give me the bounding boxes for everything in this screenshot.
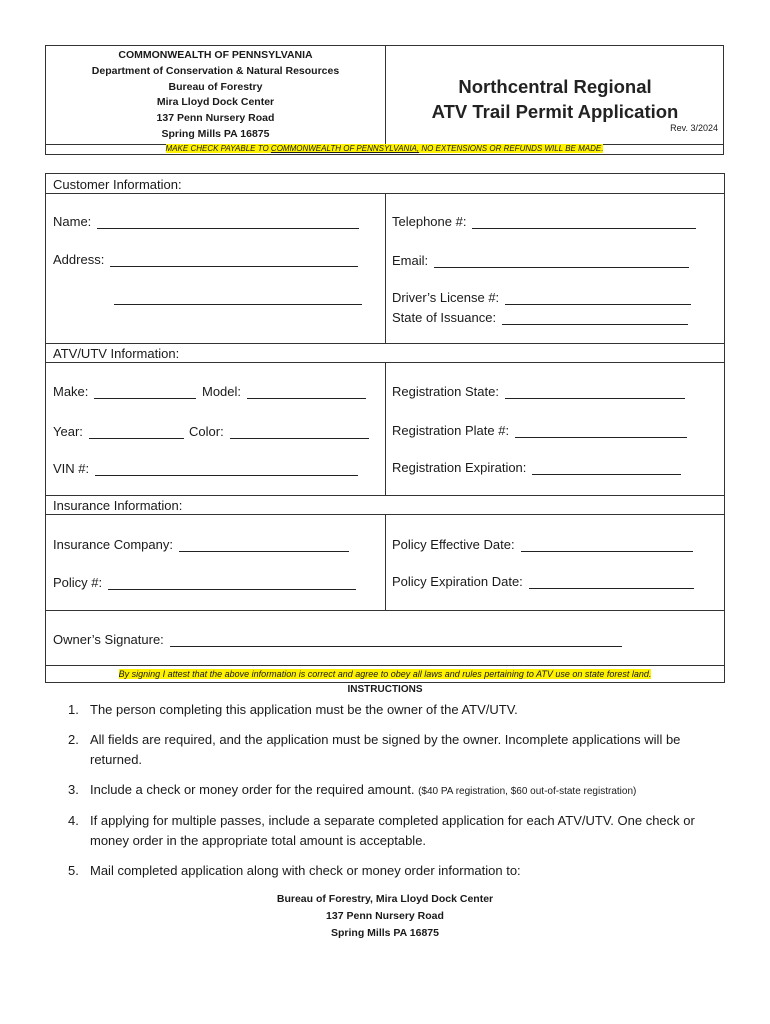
registration-plate-field[interactable] [392, 423, 687, 438]
vin-label: VIN #: [53, 461, 90, 476]
policy-expiration-date-line[interactable] [529, 576, 694, 589]
model-label: Model: [202, 384, 242, 399]
instruction-item [68, 811, 728, 851]
instruction-item [68, 700, 728, 720]
attestation-text: By signing I attest that the above information is correct and agree to obey all laws and rules pertaining to ATV use on state forest land. [118, 669, 652, 679]
address-line-2[interactable] [114, 292, 362, 305]
name-field[interactable] [53, 214, 359, 229]
insurance-section-label: Insurance Information: [53, 498, 183, 513]
registration-plate-line[interactable] [515, 425, 687, 438]
state-of-issuance-label: State of Issuance: [392, 310, 497, 325]
name-label: Name: [53, 214, 92, 229]
make-field[interactable] [53, 384, 196, 399]
email-line[interactable] [434, 255, 689, 268]
vin-field[interactable] [53, 461, 358, 476]
color-label: Color: [189, 424, 224, 439]
mailing-address-line: Spring Mills PA 16875 [331, 927, 439, 939]
insurance-company-line[interactable] [179, 539, 349, 552]
policy-expiration-date-label: Policy Expiration Date: [392, 574, 523, 589]
agency-line: Mira Lloyd Dock Center [156, 96, 275, 109]
address-label: Address: [53, 252, 105, 267]
registration-plate-label: Registration Plate #: [392, 423, 510, 438]
policy-effective-date-label: Policy Effective Date: [392, 537, 515, 552]
state-of-issuance-line[interactable] [502, 312, 688, 325]
registration-state-label: Registration State: [392, 384, 499, 399]
model-field[interactable] [202, 384, 366, 399]
registration-state-field[interactable] [392, 384, 685, 399]
agency-line: 137 Penn Nursery Road [156, 112, 275, 125]
policy-number-label: Policy #: [53, 575, 103, 590]
drivers-license-field[interactable] [392, 290, 691, 305]
registration-state-line[interactable] [505, 386, 685, 399]
section-rule [45, 610, 725, 611]
section-rule [45, 343, 725, 344]
owner-signature-line[interactable] [170, 634, 622, 647]
payment-notice [46, 144, 723, 154]
telephone-field[interactable] [392, 214, 696, 229]
year-label: Year: [53, 424, 83, 439]
instruction-number: 3. [68, 782, 79, 797]
agency-line: COMMONWEALTH OF PENNSYLVANIA [118, 49, 313, 61]
instruction-number: 1. [68, 702, 79, 717]
instruction-text: If applying for multiple passes, include a separate completed application for each ATV/UTV. One check or money order in the appropriate total amount is acceptable. [90, 813, 695, 848]
insurance-company-label: Insurance Company: [53, 537, 173, 552]
section-rule [45, 495, 725, 496]
policy-effective-date-line[interactable] [521, 539, 693, 552]
address-field[interactable] [53, 252, 358, 267]
customer-section-label: Customer Information: [53, 177, 182, 192]
form-title [386, 74, 724, 124]
year-line[interactable] [89, 426, 184, 439]
make-label: Make: [53, 384, 89, 399]
drivers-license-label: Driver’s License #: [392, 290, 500, 305]
telephone-label: Telephone #: [392, 214, 467, 229]
insurance-company-field[interactable] [53, 537, 349, 552]
telephone-line[interactable] [472, 216, 696, 229]
drivers-license-line[interactable] [505, 292, 691, 305]
agency-line: Department of Conservation & Natural Resources [91, 64, 340, 77]
section-rule [45, 665, 725, 666]
owner-signature-field[interactable] [53, 632, 622, 647]
vehicle-section-label: ATV/UTV Information: [53, 346, 180, 361]
name-line[interactable] [97, 216, 359, 229]
email-field[interactable] [392, 253, 689, 268]
notice-suffix: NO EXTENSIONS OR REFUNDS WILL BE MADE. [419, 144, 604, 153]
instruction-number: 2. [68, 732, 79, 747]
year-field[interactable] [53, 424, 184, 439]
title-line-1: Northcentral Regional [458, 76, 652, 97]
state-of-issuance-field[interactable] [392, 310, 688, 325]
agency-address-block [46, 48, 385, 143]
instruction-text: Include a check or money order for the required amount. [90, 782, 419, 797]
notice-prefix: MAKE CHECK PAYABLE TO [165, 144, 271, 153]
agency-line: Spring Mills PA 16875 [161, 127, 270, 140]
model-line[interactable] [247, 386, 366, 399]
mailing-address [0, 891, 770, 942]
color-field[interactable] [189, 424, 369, 439]
attestation-statement [46, 667, 724, 681]
instruction-number: 4. [68, 813, 79, 828]
column-divider [385, 362, 386, 495]
instruction-item [68, 780, 728, 802]
instruction-text: The person completing this application must be the owner of the ATV/UTV. [90, 702, 518, 717]
agency-line: Bureau of Forestry [168, 80, 263, 93]
address-line-1[interactable] [110, 254, 358, 267]
fee-note: ($40 PA registration, $60 out-of-state registration) [418, 786, 637, 797]
mailing-address-line: Bureau of Forestry, Mira Lloyd Dock Center [276, 893, 494, 905]
instruction-text: All fields are required, and the application must be signed by the owner. Incomplete applications will be returned. [90, 732, 681, 767]
registration-expiration-line[interactable] [532, 462, 681, 475]
email-label: Email: [392, 253, 429, 268]
instructions-heading: INSTRUCTIONS [347, 684, 423, 695]
policy-effective-date-field[interactable] [392, 537, 693, 552]
policy-number-line[interactable] [108, 577, 356, 590]
title-line-2: ATV Trail Permit Application [431, 101, 679, 122]
color-line[interactable] [230, 426, 369, 439]
registration-expiration-field[interactable] [392, 460, 681, 475]
instruction-number: 5. [68, 863, 79, 878]
owner-signature-label: Owner’s Signature: [53, 632, 164, 647]
column-divider [385, 193, 386, 343]
notice-payee: COMMONWEALTH OF PENNSYLVANIA, [270, 144, 420, 153]
instruction-text: Mail completed application along with check or money order information to: [90, 863, 521, 878]
mailing-address-line: 137 Penn Nursery Road [326, 910, 444, 922]
column-divider [385, 514, 386, 610]
revision-label: Rev. 3/2024 [670, 123, 718, 133]
make-line[interactable] [94, 386, 196, 399]
policy-expiration-date-field[interactable] [392, 574, 694, 589]
vin-line[interactable] [95, 463, 358, 476]
registration-expiration-label: Registration Expiration: [392, 460, 527, 475]
instruction-item [68, 730, 728, 770]
instruction-item [68, 861, 728, 881]
policy-number-field[interactable] [53, 575, 356, 590]
